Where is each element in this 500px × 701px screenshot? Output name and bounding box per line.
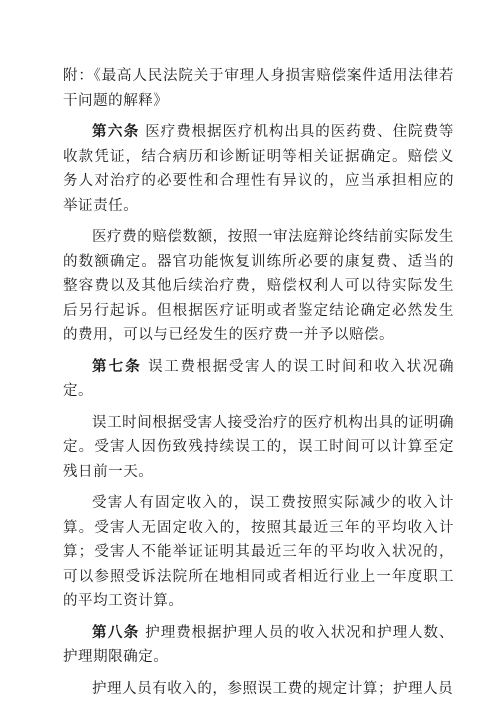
- article-6-paragraph-1: [63, 120, 454, 218]
- article-8-paragraph-2: [63, 677, 454, 701]
- article-7-paragraph-1: [63, 355, 454, 404]
- article-6-text: 医疗费根据医疗机构出具的医药费、住院费等收款凭证，结合病历和诊断证明等相关证据确定。赔偿义务人对治疗的必要性和合理性有异议的，应当承担相应的举证责任。: [63, 124, 454, 214]
- article-7-text: 误工费根据受害人的误工时间和收入状况确定。: [63, 359, 454, 400]
- article-7-paragraph-3: [63, 491, 454, 614]
- article-8-paragraph-1: [63, 621, 454, 670]
- heading-text: 附：《最高人民法院关于审理人身损害赔偿案件适用法律若干问题的解释》: [63, 68, 454, 109]
- article-7-title: 第七条: [92, 359, 142, 375]
- article-7-p2-text: 误工时间根据受害人接受治疗的医疗机构出具的证明确定。受害人因伤致残持续误工的，误工时间可以计算至定残日前一天。: [63, 415, 454, 480]
- article-8-p2-text: 护理人员有收入的，参照误工费的规定计算；护理人员: [92, 681, 453, 697]
- article-6-title: 第六条: [92, 124, 140, 140]
- article-8-text: 护理费根据护理人员的收入状况和护理人数、护理期限确定。: [63, 625, 454, 666]
- document-heading: [63, 64, 454, 113]
- article-6-paragraph-2: [63, 225, 454, 348]
- article-7-paragraph-2: [63, 411, 454, 485]
- article-8-title: 第八条: [92, 625, 140, 641]
- article-7-p3-text: 受害人有固定收入的，误工费按照实际减少的收入计算。受害人无固定收入的，按照其最近三年的平均收入计算；受害人不能举证证明其最近三年的平均收入状况的，可以参照受诉法院所在地相同或者相近行业上一年度职工的平均工资计算。: [63, 495, 454, 609]
- article-6-p2-text: 医疗费的赔偿数额，按照一审法庭辩论终结前实际发生的数额确定。器官功能恢复训练所必要的康复费、适当的整容费以及其他后续治疗费，赔偿权利人可以待实际发生后另行起诉。但根据医疗证明或者鉴定结论确定必然发生的费用，可以与已经发生的医疗费一并予以赔偿。: [63, 229, 454, 343]
